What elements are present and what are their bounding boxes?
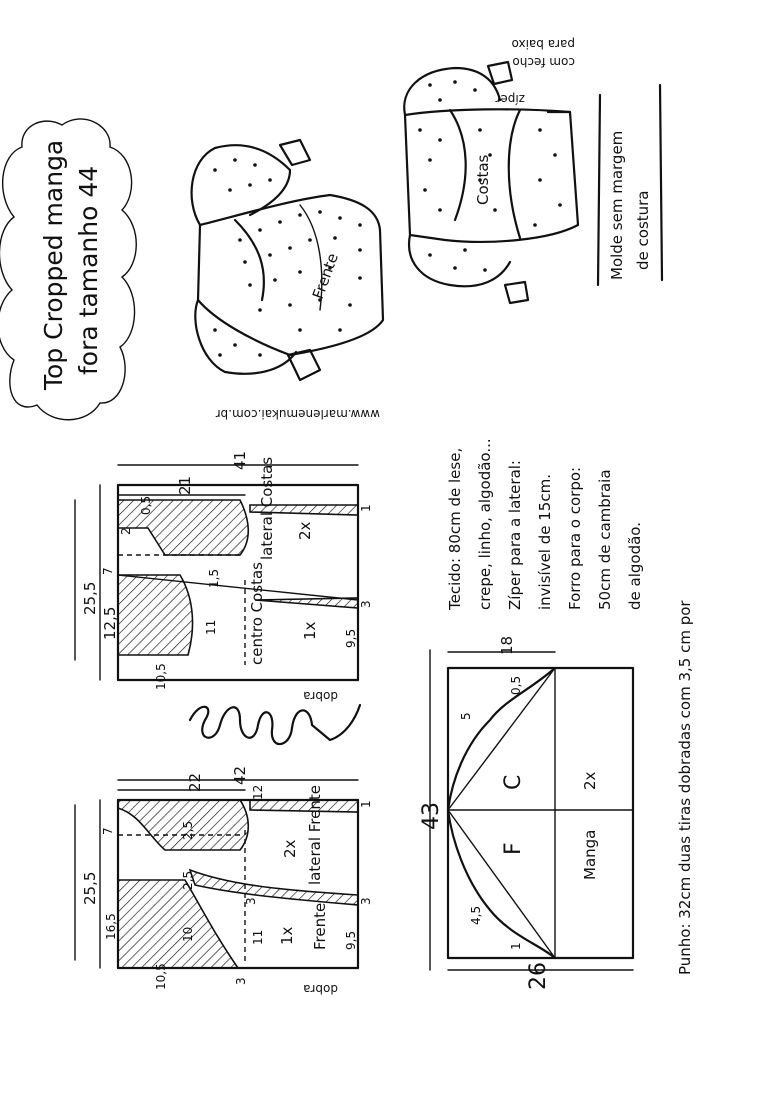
front-dim-9-5: 9,5: [344, 930, 358, 950]
back-dim-11: 11: [204, 619, 218, 635]
back-illustration-label: Costas: [474, 154, 492, 205]
fabric-note-3: Zíper para a lateral:: [506, 460, 524, 610]
front-label: Frente: [311, 902, 329, 950]
back-pattern-block: [75, 451, 373, 703]
sleeve-dim-1: 1: [509, 942, 523, 950]
sleeve-count: 2x: [581, 771, 599, 790]
fabric-note-7: de algodão.: [626, 522, 644, 610]
fabric-note-1: Tecido: 80cm de lese,: [446, 447, 464, 610]
front-dim-3c: 3: [234, 977, 248, 985]
back-fold-label: dobra: [303, 689, 338, 703]
front-dim-11: 11: [251, 929, 265, 945]
cuff-note-2: para baixo: [511, 37, 575, 51]
back-hatch-bottom: [118, 575, 193, 655]
back-dim-0-5: 0,5: [139, 495, 153, 515]
back-dim-12-5: 12,5: [101, 606, 119, 640]
front-dim-2-5a: 2,5: [181, 820, 195, 840]
front-pattern-block: [75, 766, 373, 996]
fabric-note-2: crepe, linho, algodão...: [476, 438, 494, 610]
front-lateral-count: 2x: [281, 839, 299, 858]
sleeve-dim-cap: 18: [498, 635, 516, 655]
fabric-notes: [446, 438, 644, 611]
front-dim-side: 22: [186, 772, 204, 792]
front-dim-3a: 3: [359, 897, 373, 905]
front-hatch-bottom: [118, 880, 238, 968]
front-dim-1: 1: [359, 800, 373, 808]
back-lateral-count: 2x: [296, 521, 314, 540]
front-dim-12: 12: [251, 784, 265, 800]
zipper-label: zíper: [495, 92, 525, 106]
back-dim-side: 21: [176, 475, 194, 495]
front-hatch-edge-mid: [190, 870, 358, 905]
signature-scribble: [190, 705, 360, 744]
back-hatch-edge-mid: [255, 598, 358, 608]
seam-note-line-1: Molde sem margem: [608, 130, 626, 280]
sleeve-dim-0-5: 0,5: [509, 675, 523, 695]
website-text: www.marlenemukai.com.br: [215, 407, 380, 421]
cuff-note: [676, 600, 694, 975]
fabric-note-4: invisível de 15cm.: [536, 474, 554, 610]
back-dim-height: 25,5: [81, 581, 99, 615]
back-dim-width: 41: [231, 450, 249, 470]
back-dim-2: 2: [119, 527, 133, 535]
seam-note: [598, 85, 662, 285]
front-lateral-label: lateral Frente: [306, 785, 324, 885]
seam-note-line-2: de costura: [634, 190, 652, 270]
front-dim-10-5: 10,5: [154, 963, 168, 990]
sleeve-dim-height: 26: [526, 962, 551, 990]
front-illustration-label: Frente: [308, 250, 342, 302]
front-dim-2-5b: 2,5: [181, 870, 195, 890]
back-dim-10-5: 10,5: [154, 663, 168, 690]
back-dim-3: 3: [359, 600, 373, 608]
back-dim-7: 7: [101, 567, 115, 575]
sleeve-dim-4-5: 4,5: [469, 905, 483, 925]
back-dim-9-5: 9,5: [344, 628, 358, 648]
front-dim-16-5: 16,5: [104, 913, 118, 940]
back-center-label: centro Costas: [248, 561, 266, 665]
front-count: 1x: [278, 926, 296, 945]
front-dim-3b: 3: [244, 897, 258, 905]
back-dim-1: 1: [359, 504, 373, 512]
sleeve-label: Manga: [581, 829, 599, 880]
sleeve-pattern-block: [419, 636, 633, 990]
title-line-1: Top Cropped manga: [39, 139, 68, 390]
title-block: [0, 119, 136, 420]
front-dim-10: 10: [181, 926, 195, 942]
sleeve-front-label: F: [501, 842, 526, 855]
front-hatch-edge-top: [250, 800, 358, 812]
front-fold-label: dobra: [303, 982, 338, 996]
title-line-2: fora tamanho 44: [74, 165, 103, 375]
back-dim-1-5: 1,5: [207, 568, 221, 588]
sleeve-back-label: C: [501, 774, 526, 790]
cuff-note-text: Punho: 32cm duas tiras dobradas com 3,5 cm por: [676, 600, 694, 975]
back-hatch-top: [118, 500, 248, 555]
front-illustration: [192, 140, 383, 380]
fabric-note-5: Forro para o corpo:: [566, 466, 584, 610]
fabric-note-6: 50cm de cambraia: [596, 469, 614, 610]
sleeve-dim-total: 43: [419, 802, 444, 830]
front-dim-height: 25,5: [81, 871, 99, 905]
back-lateral-label: lateral Costas: [258, 456, 276, 560]
front-dim-width: 42: [231, 765, 249, 785]
back-center-count: 1x: [301, 621, 319, 640]
title-cloud: [0, 119, 136, 420]
cuff-note-1: com fecho: [512, 55, 575, 69]
back-illustration: [404, 37, 578, 303]
sleeve-dim-5: 5: [459, 712, 473, 720]
front-dim-7: 7: [101, 827, 115, 835]
